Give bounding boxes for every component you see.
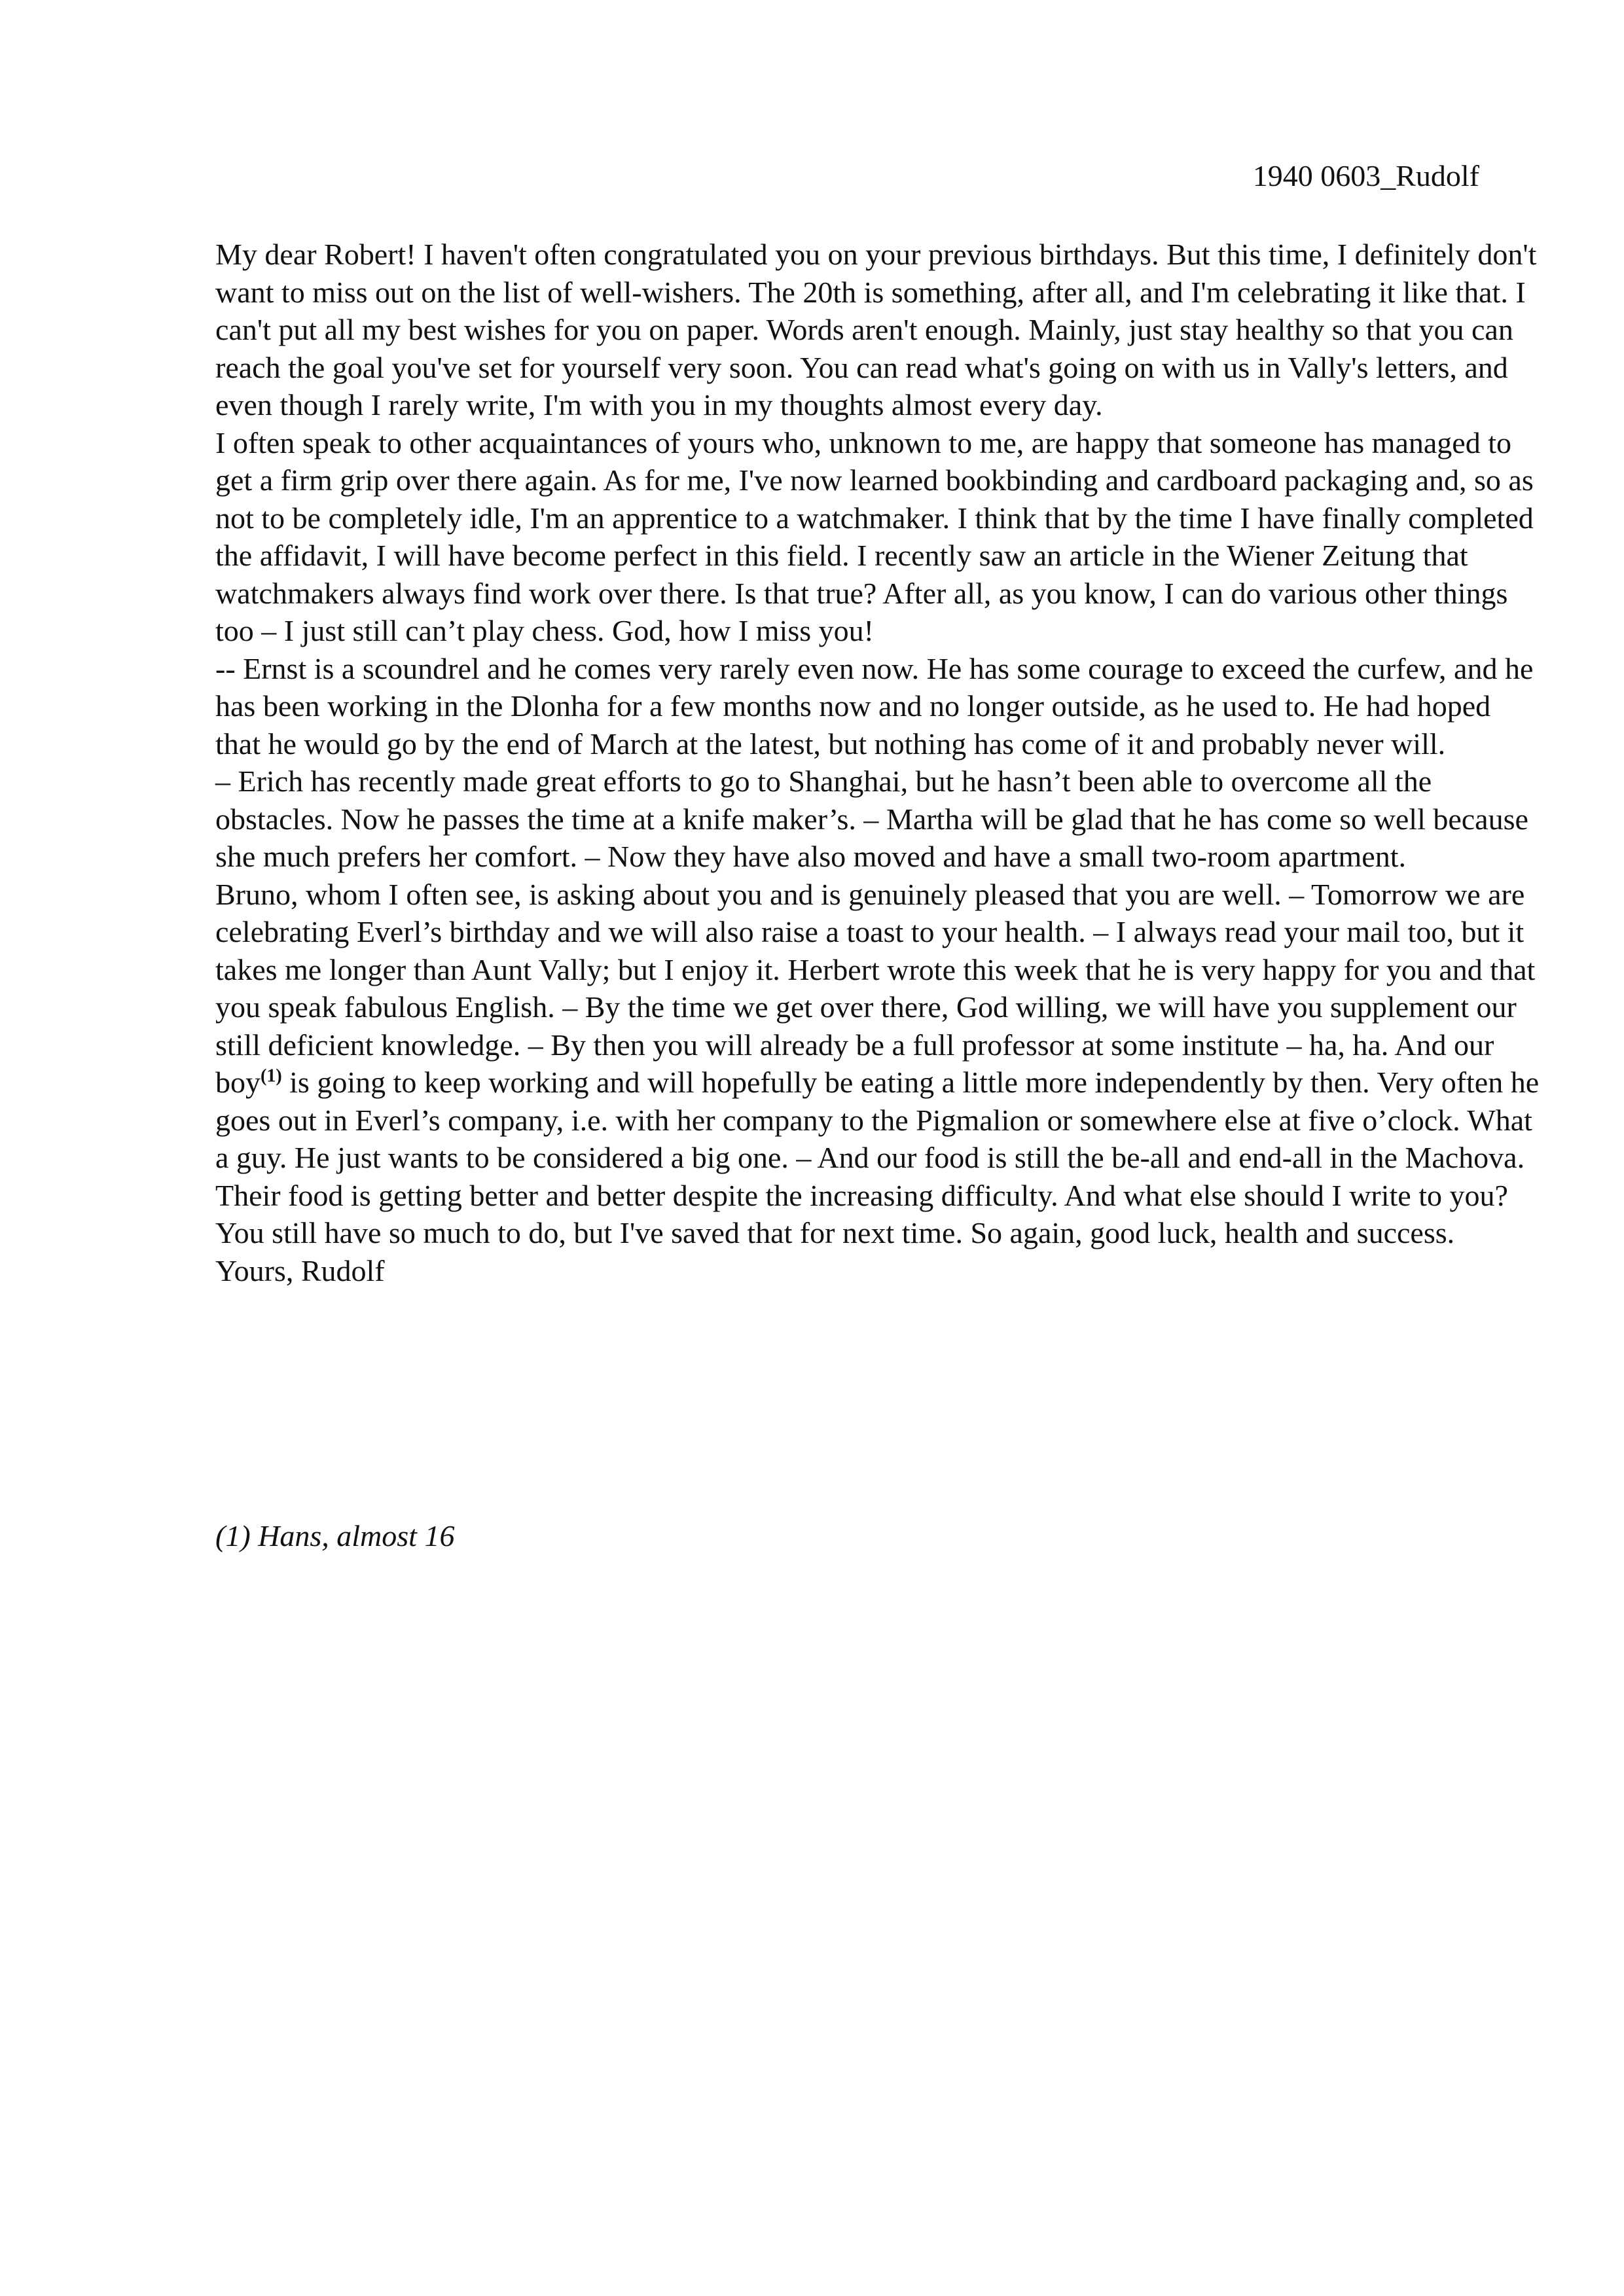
letter-body xyxy=(215,236,1541,1289)
signature: Yours, Rudolf xyxy=(215,1253,385,1287)
paragraph-erich: – Erich has recently made great efforts to go to Shanghai, but he hasn’t been able to overcome all the obstacles. Now he passes the time at a knife maker’s. – Martha will be glad that he has come so well because she much prefers her comfort. – Now they have also moved and have a small two-room apartment. xyxy=(215,764,1528,873)
paragraph-bruno xyxy=(215,876,1541,1252)
footnote: (1) Hans, almost 16 xyxy=(215,1519,455,1552)
document-id: 1940 0603_Rudolf xyxy=(1252,159,1479,192)
footnote-marker: (1) xyxy=(261,1066,282,1086)
paragraph-ernst: -- Ernst is a scoundrel and he comes very rarely even now. He has some courage to exceed the curfew, and he has been working in the Dlonha for a few months now and no longer outside, as he used to. He had hoped that he would go by the end of March at the latest, but nothing has come of it and probably never will. xyxy=(215,651,1534,761)
paragraph-bruno-part2: is going to keep working and will hopefully be eating a little more independently by then. Very often he goes out in Everl’s company, i.e. with her company to the Pigmalion or somewhere else at five o’clock. What a guy. He just wants to be considered a big one. – And our food is still the be-all and end-all in the Machova. Their food is getting better and better despite the increasing difficulty. And what else should I write to you? You still have so much to do, but I've saved that for next time. So again, good luck, health and success. xyxy=(215,1066,1540,1249)
paragraph-bruno-part1: Bruno, whom I often see, is asking about you and is genuinely pleased that you are well. – Tomorrow we are celebrating Everl’s birthday and we will also raise a toast to your health. – I always read your mail too, but it takes me longer than Aunt Vally; but I enjoy it. Herbert wrote this week that he is very happy for you and that you speak fabulous English. – By the time we get over there, God willing, we will have you supplement our still deficient knowledge. – By then you will already be a full professor at some institute – ha, ha. And our boy xyxy=(215,877,1536,1099)
paragraph-watchmaker: I often speak to other acquaintances of yours who, unknown to me, are happy that someone has managed to get a firm grip over there again. As for me, I've now learned bookbinding and cardboard packaging and, so as not to be completely idle, I'm an apprentice to a watchmaker. I think that by the time I have finally completed the affidavit, I will have become perfect in this field. I recently saw an article in the Wiener Zeitung that watchmakers always find work over there. Is that true? After all, as you know, I can do various other things too – I just still can’t play chess. God, how I miss you! xyxy=(215,425,1534,647)
paragraph-greeting: My dear Robert! I haven't often congratulated you on your previous birthdays. But this time, I definitely don't want to miss out on the list of well-wishers. The 20th is something, after all, and I'm celebrating it like that. I can't put all my best wishes for you on paper. Words aren't enough. Mainly, just stay healthy so that you can reach the goal you've set for yourself very soon. You can read what's going on with us in Vally's letters, and even though I rarely write, I'm with you in my thoughts almost every day. xyxy=(215,238,1537,422)
